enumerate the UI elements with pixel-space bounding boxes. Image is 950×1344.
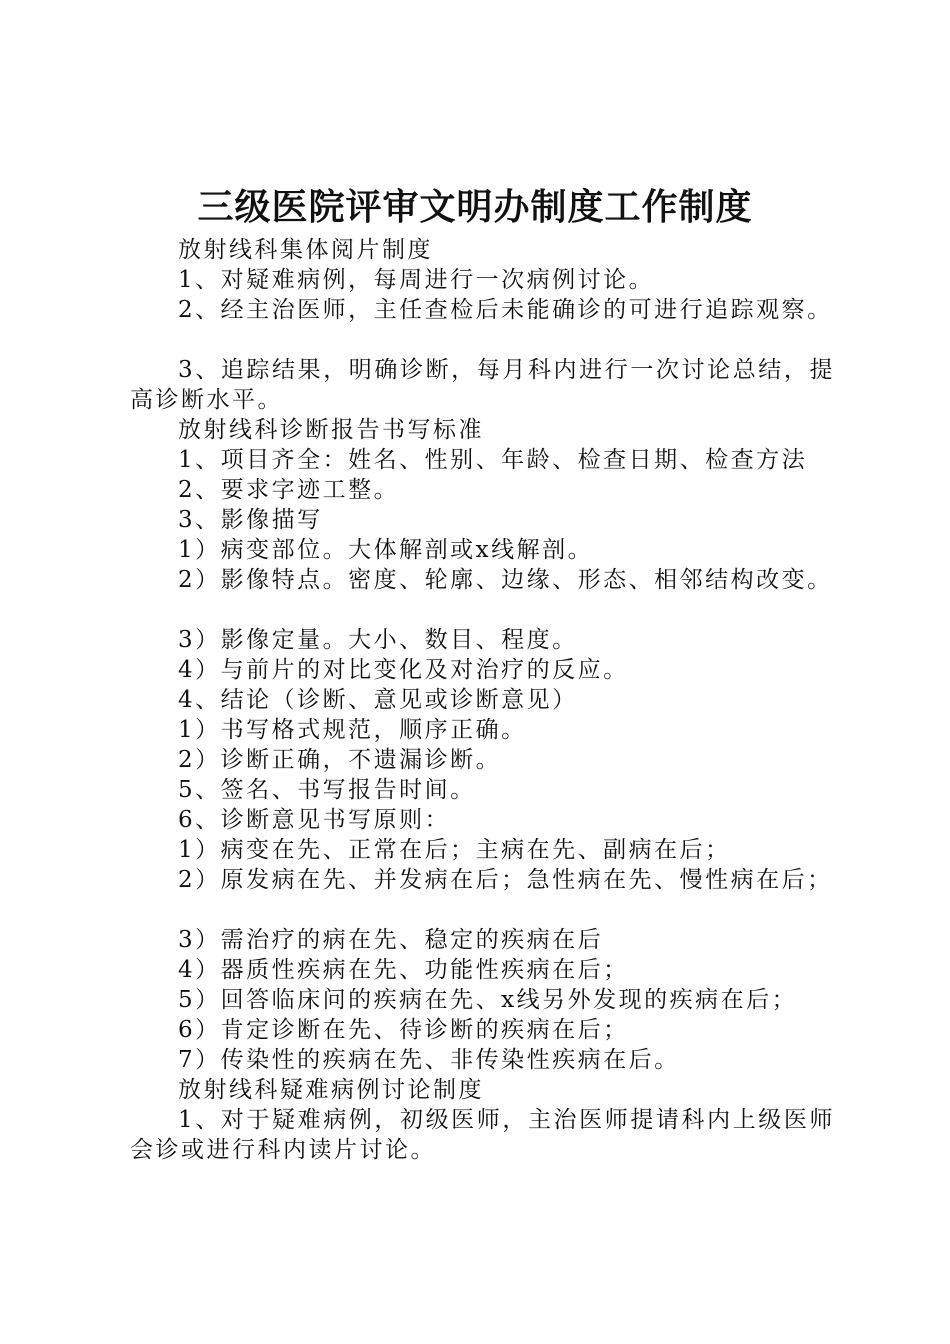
paragraph: 7）传染性的疾病在先、非传染性疾病在后。	[178, 1047, 680, 1073]
paragraph: 3、追踪结果，明确诊断，每月科内进行一次讨论总结，提高诊断水平。	[130, 357, 835, 413]
paragraph: 2）诊断正确，不遗漏诊断。	[178, 747, 502, 773]
paragraph: 1、对疑难病例，每周进行一次病例讨论。	[178, 267, 655, 293]
paragraph: 3、影像描写	[178, 507, 323, 533]
section-heading: 放射线科疑难病例讨论制度	[178, 1077, 484, 1103]
paragraph: 3）影像定量。大小、数目、程度。	[178, 627, 578, 653]
document-body	[130, 235, 835, 1165]
paragraph: 5）回答临床问的疾病在先、x线另外发现的疾病在后；	[178, 987, 798, 1013]
paragraph: 1）病变在先、正常在后；主病在先、副病在后；	[178, 837, 731, 863]
paragraph: 1、对于疑难病例，初级医师，主治医师提请科内上级医师会诊或进行科内读片讨论。	[130, 1107, 835, 1163]
paragraph: 6、诊断意见书写原则：	[178, 807, 451, 833]
blank-line	[130, 325, 835, 355]
document-title: 三级医院评审文明办制度工作制度	[197, 187, 753, 228]
paragraph: 1）书写格式规范，顺序正确。	[178, 717, 527, 743]
paragraph: 1、项目齐全：姓名、性别、年龄、检查日期、检查方法	[178, 447, 808, 473]
paragraph: 2）影像特点。密度、轮廓、边缘、形态、相邻结构改变。	[178, 567, 833, 593]
paragraph: 1）病变部位。大体解剖或x线解剖。	[178, 537, 594, 563]
section-heading: 放射线科集体阅片制度	[178, 237, 433, 263]
paragraph: 4、结论（诊断、意见或诊断意见）	[178, 687, 578, 713]
blank-line	[130, 595, 835, 625]
paragraph: 5、签名、书写报告时间。	[178, 777, 476, 803]
section-heading: 放射线科诊断报告书写标准	[178, 417, 484, 443]
paragraph: 4）器质性疾病在先、功能性疾病在后；	[178, 957, 629, 983]
blank-line	[130, 895, 835, 925]
paragraph: 3）需治疗的病在先、稳定的疾病在后	[178, 927, 604, 953]
paragraph: 2、经主治医师，主任查检后未能确诊的可进行追踪观察。	[178, 297, 833, 323]
paragraph: 4）与前片的对比变化及对治疗的反应。	[178, 657, 629, 683]
paragraph: 2、要求字迹工整。	[178, 477, 400, 503]
paragraph: 2）原发病在先、并发病在后；急性病在先、慢性病在后；	[178, 867, 833, 893]
paragraph: 6）肯定诊断在先、待诊断的疾病在后；	[178, 1017, 629, 1043]
